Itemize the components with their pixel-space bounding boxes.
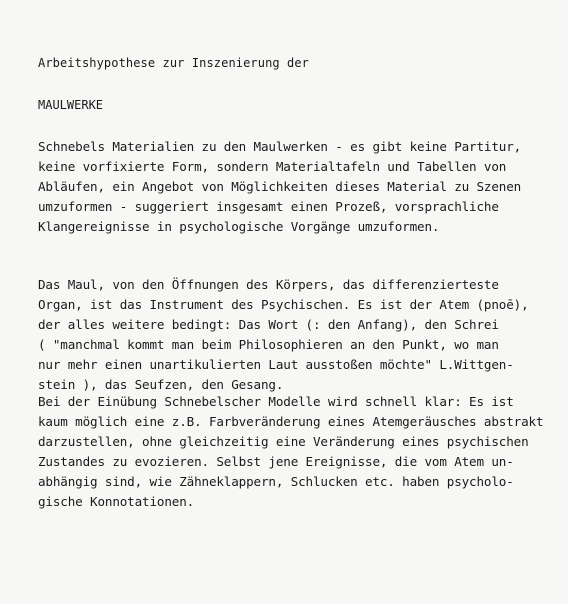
paragraph-1 xyxy=(38,137,558,237)
paragraph-line: Das Maul, von den Öffnungen des Körpers, das differenzierteste xyxy=(38,277,499,292)
paragraph-line: ( "manchmal kommt man beim Philosophieren an den Punkt, wo man xyxy=(38,337,499,352)
document-title: MAULWERKE xyxy=(38,98,104,112)
paragraph-line: Klangereignisse in psychologische Vorgänge umzuformen. xyxy=(38,219,440,234)
paragraph-line: kaum möglich eine z.B. Farbveränderung eines Atemgeräusches abstrakt xyxy=(38,414,544,429)
paragraph-line: darzustellen, ohne gleichzeitig eine Veränderung eines psychischen xyxy=(38,434,529,449)
paragraph-line: nur mehr einen unartikulierten Laut ausstoßen möchte" L.Wittgen- xyxy=(38,357,514,372)
paragraph-line: keine vorfixierte Form, sondern Materialtafeln und Tabellen von xyxy=(38,159,507,174)
paragraph-line: abhängig sind, wie Zähneklappern, Schlucken etc. haben psycholo- xyxy=(38,474,514,489)
paragraph-line: stein ), das Seufzen, den Gesang. xyxy=(38,377,284,392)
bleed-through-text-top xyxy=(300,40,568,144)
paragraph-line: der alles weitere bedingt: Das Wort (: den Anfang), den Schrei xyxy=(38,317,499,332)
paragraph-line: umzuformen - suggeriert insgesamt einen Prozeß, vorsprachliche xyxy=(38,199,499,214)
paragraph-line: Organ, ist das Instrument des Psychischen. Es ist der Atem (pnoē), xyxy=(38,297,529,312)
paragraph-line: gische Konnotationen. xyxy=(38,494,195,509)
paragraph-3 xyxy=(38,392,558,512)
paragraph-2 xyxy=(38,275,558,395)
paragraph-line: Abläufen, ein Angebot von Möglichkeiten dieses Material zu Szenen xyxy=(38,179,522,194)
paragraph-line: Schnebels Materialien zu den Maulwerken - es gibt keine Partitur, xyxy=(38,139,522,154)
paragraph-line: Zustandes zu evozieren. Selbst jene Ereignisse, die vom Atem un- xyxy=(38,454,514,469)
paragraph-line: Bei der Einübung Schnebelscher Modelle wird schnell klar: Es ist xyxy=(38,394,514,409)
document-heading: Arbeitshypothese zur Inszenierung der xyxy=(38,56,310,70)
